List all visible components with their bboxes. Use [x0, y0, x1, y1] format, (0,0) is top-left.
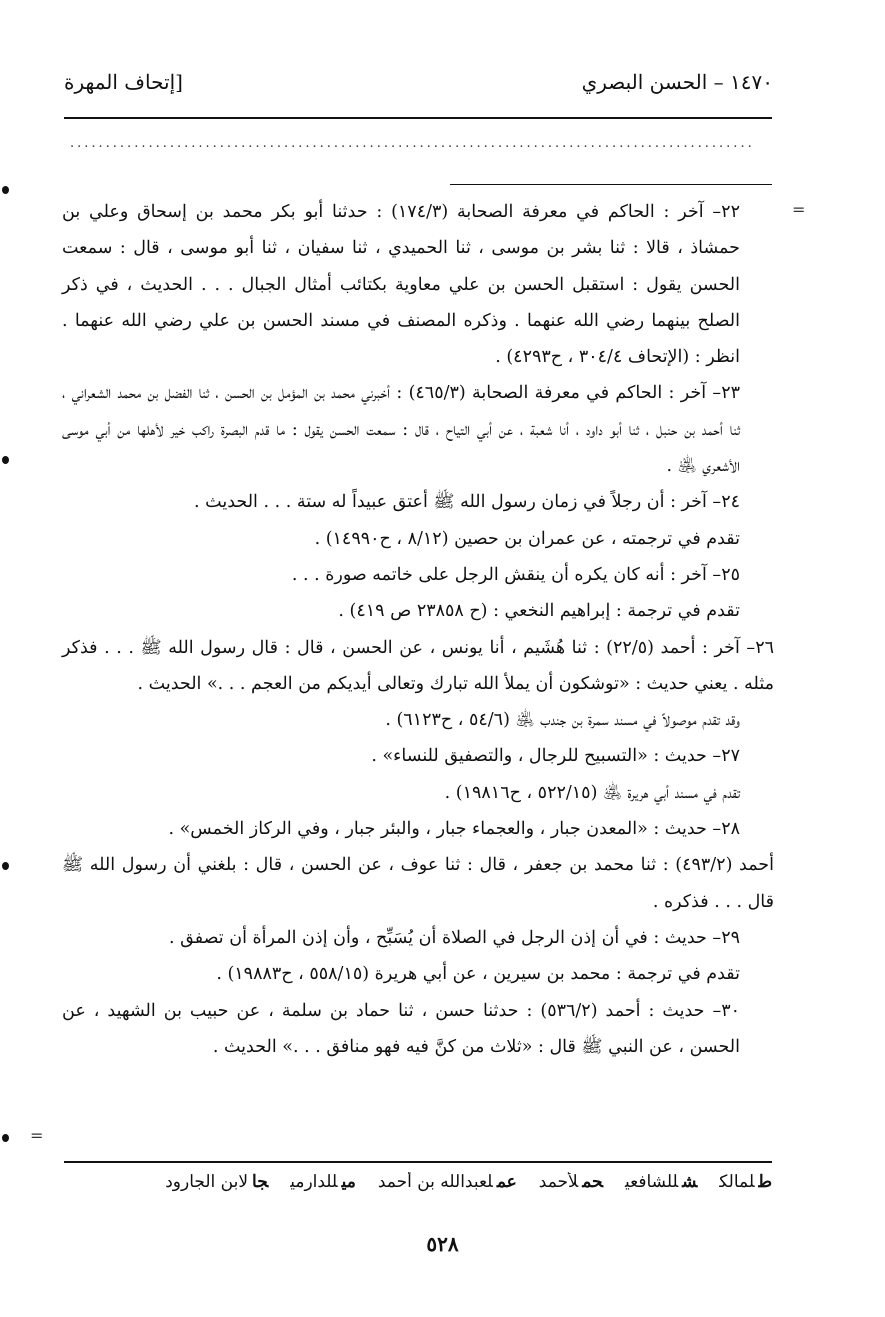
paragraph: ٢٥– آخر : أنه كان يكره أن ينقش الرجل على خاتمه صورة . . . [291, 564, 740, 585]
paragraph: تقدم في ترجمة : إبراهيم النخعي : (ح ٢٣٨٥٨ ص ٤١٩) . [338, 601, 740, 622]
paragraph: ٢٧– حديث : «التسبيح للرجال ، والتصفيق للنساء» . [371, 746, 740, 767]
abbreviation-code: ط [758, 1172, 772, 1192]
abbreviation-code: مي [341, 1172, 356, 1192]
abbreviation-code: عم [496, 1172, 517, 1192]
abbreviation-label: لابن الجارود [165, 1172, 249, 1192]
abbreviation-code: ش [682, 1172, 698, 1192]
paragraph: تقدم في ترجمة : محمد بن سيرين ، عن أبي هريرة (٥٥٨/١٥ ، ح١٩٨٨٣) . [216, 964, 740, 985]
page-number: ٥٢٨ [426, 1232, 459, 1256]
abbreviation-label: للشافعي [625, 1172, 679, 1192]
running-header-left: [إتحاف المهرة [64, 70, 183, 94]
paragraph: تقدم في مسند أبي هريرة ﵁ (٥٢٢/١٥ ، ح١٩٨١٦) . [444, 782, 740, 803]
abbreviation-label: لأحمد [538, 1172, 579, 1192]
scan-mark [2, 1134, 9, 1142]
paragraph: ٢٨– حديث : «المعدن جبار ، والعجماء جبار ، والبئر جبار ، وفي الركاز الخمس» . [168, 819, 740, 840]
section-rule [450, 184, 772, 185]
paragraph: ٢٢– آخر : الحاكم في معرفة الصحابة (١٧٤/٣) : حدثنا أبو بكر محمد بن إسحاق وعلي بن حمشاذ ، قالا : ثنا بشر بن موسى ، ثنا الحميدي ، ثنا سفيان ، ثنا أبو موسى ، قال : سمعت الحسن يقول : استقبل الحسن بن علي معاوية بكتائب أمثال الجبال . . . الحديث ، في ذكر الصلح بينهما رضي الله عنهما . وذكره المصنف في مسند الحسن بن علي رضي الله عنهما . انظر : (الإتحاف ٣٠٤/٤ ، ح٤٢٩٣) . [62, 202, 740, 368]
margin-mark-bottom: = [30, 1126, 44, 1145]
abbreviation-item [625, 1172, 697, 1192]
abbreviation-key [64, 1172, 772, 1192]
paragraph: وقد تقدم موصولاً في مسند سمرة بن جندب ﵁ (٥٤/٦ ، ح٦١٢٣) . [385, 710, 740, 731]
abbreviation-label: لمالك [719, 1172, 755, 1192]
scan-mark [2, 456, 9, 464]
abbreviation-item [165, 1172, 268, 1192]
footer-rule [64, 1161, 772, 1163]
paragraph: ٢٦– آخر : أحمد (٢٢/٥) : ثنا هُشَيم ، أنا يونس ، عن الحسن ، قال : قال رسول الله ﷺ . . . فذكر مثله . يعني حديث : «توشكون أن يملأ الله تبارك وتعالى أيديكم من العجم . . .» الحديث . [62, 637, 774, 694]
dotted-separator: ................................................................................................ [70, 136, 755, 151]
abbreviation-label: للدارمي [290, 1172, 338, 1192]
body-text [62, 194, 774, 1065]
paragraph: أحمد (٤٩٣/٢) : ثنا محمد بن جعفر ، قال : ثنا عوف ، عن الحسن ، قال : بلغني أن رسول الله ﷺ قال . . . فذكره . [62, 855, 774, 912]
abbreviation-label: لعبدالله بن أحمد [377, 1172, 493, 1192]
scan-mark [2, 862, 9, 870]
paragraph: ٣٠– حديث : أحمد (٥٣٦/٢) : حدثنا حسن ، ثنا حماد بن سلمة ، عن حبيب بن الشهيد ، عن الحسن ، عن النبي ﷺ قال : «ثلاث من كنَّ فيه فهو منافق . . .» الحديث . [62, 1000, 741, 1057]
abbreviation-item [378, 1172, 517, 1192]
paragraph: تقدم في ترجمته ، عن عمران بن حصين (٨/١٢ ، ح١٤٩٩٠) . [314, 528, 740, 549]
running-header-right: ١٤٧٠ – الحسن البصري [581, 70, 773, 94]
abbreviation-code: حم [582, 1172, 604, 1192]
paragraph: ٢٩– حديث : في أن إذن الرجل في الصلاة أن يُسَبِّح ، وأن إذن المرأة أن تصفق . [169, 927, 740, 948]
abbreviation-code: جا [252, 1172, 269, 1192]
abbreviation-item [290, 1172, 356, 1192]
paragraph: ٢٣– آخر : الحاكم في معرفة الصحابة (٤٦٥/٣) : أخبرني محمد بن المؤمل بن الحسن ، ثنا الفضل بن محمد الشعراني ، ثنا أحمد بن حنبل ، ثنا أبو داود ، أنا شعبة ، عن أبي التياح ، قال : سمعت الحسن يقول : ما قدم البصرة راكب خير لأهلها من أبي موسى الأشعري ﵁ . [62, 383, 740, 477]
paragraph: ٢٤– آخر : أن رجلاً في زمان رسول الله ﷺ أعتق عبيداً له ستة . . . الحديث . [194, 492, 740, 513]
abbreviation-item [719, 1172, 772, 1192]
abbreviation-item [539, 1172, 603, 1192]
header-rule [64, 117, 772, 119]
margin-mark-top: = [792, 200, 806, 219]
scan-mark [2, 186, 9, 194]
